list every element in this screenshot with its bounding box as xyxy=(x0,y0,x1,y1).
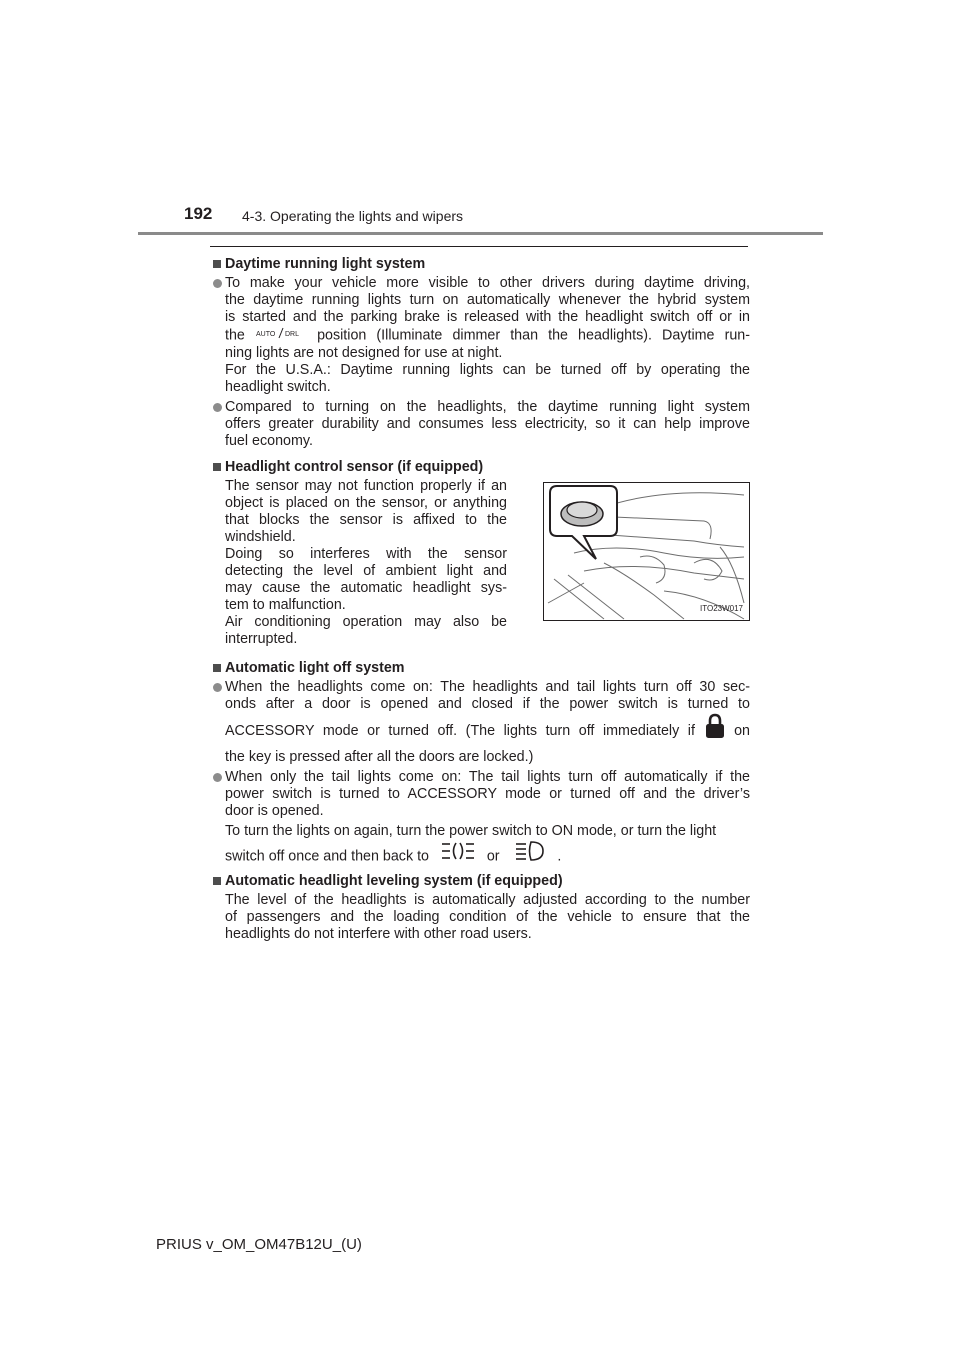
text-line: the daytime running lights turn on automatically whenever the hybrid system xyxy=(225,292,750,308)
text-line: To turn the lights on again, turn the power switch to ON mode, or turn the light xyxy=(225,823,717,839)
text-line: windshield. xyxy=(225,529,296,545)
text-fragment: switch off once and then back to xyxy=(225,848,429,865)
text-fragment: or xyxy=(486,848,500,865)
auto-drl-icon xyxy=(255,326,307,345)
text-line: the key is pressed after all the doors are locked.) xyxy=(225,749,534,765)
auto-off-note xyxy=(212,823,750,873)
sensor-heading: Headlight control sensor (if equipped) xyxy=(212,459,750,476)
lock-icon xyxy=(704,713,726,749)
footer-model-code: PRIUS v_OM_OM47B12U_(U) xyxy=(156,1236,362,1253)
text-fragment: ACCESSORY mode or turned off. (The lights turn off immediately if xyxy=(225,722,695,739)
sensor-illustration xyxy=(543,482,750,621)
text-line: The sensor may not function properly if an xyxy=(225,478,507,494)
text-line: interrupted. xyxy=(225,631,298,647)
text-line: headlight switch. xyxy=(225,379,331,395)
sensor-text xyxy=(212,478,507,648)
text-line xyxy=(225,840,750,873)
text-fragment: . xyxy=(557,848,562,865)
text-line: Compared to turning on the headlights, the daytime running light system xyxy=(225,399,750,415)
leveling-heading: Automatic headlight leveling system (if equipped) xyxy=(212,873,750,890)
text-line: door is opened. xyxy=(225,803,324,819)
leveling-text xyxy=(212,892,750,943)
page-number: 192 xyxy=(184,204,213,223)
text-line: onds after a door is opened and closed if the power switch is turned to xyxy=(225,696,750,712)
section-title: 4-3. Operating the lights and wipers xyxy=(242,208,464,224)
figure-code: ITO23W017 xyxy=(700,604,743,613)
text-fragment: the xyxy=(225,327,245,344)
text-fragment: position (Illuminate dimmer than the headlights). Daytime run- xyxy=(317,327,750,344)
drl-bullet-2 xyxy=(212,399,750,450)
text-line: may cause the automatic headlight sys- xyxy=(225,580,507,596)
sensor-section xyxy=(212,478,750,648)
text-line: of passengers and the loading condition of the vehicle to ensure that the xyxy=(225,909,750,925)
header-rule xyxy=(138,232,823,235)
text-line: headlights do not interfere with other road users. xyxy=(225,926,532,942)
text-line: detecting the level of ambient light and xyxy=(225,563,507,579)
text-line: object is placed on the sensor, or anything xyxy=(225,495,507,511)
text-line xyxy=(225,326,750,345)
text-line: power switch is turned to ACCESSORY mode or turned off and the driver’s xyxy=(225,786,750,802)
text-line: offers greater durability and consumes less electricity, so it can help improve xyxy=(225,416,750,432)
text-line: fuel economy. xyxy=(225,433,313,449)
text-line: is started and the parking brake is released with the headlight switch off or in xyxy=(225,309,750,325)
text-fragment: on xyxy=(734,722,750,739)
text-line: tem to malfunction. xyxy=(225,597,346,613)
text-line: Doing so interferes with the sensor xyxy=(225,546,507,562)
text-line: that blocks the sensor is affixed to the xyxy=(225,512,507,528)
page-content xyxy=(212,256,750,943)
drl-heading: Daytime running light system xyxy=(212,256,750,273)
text-line: ning lights are not designed for use at night. xyxy=(225,345,503,361)
auto-label: AUTO xyxy=(255,331,276,338)
auto-off-bullet-2 xyxy=(212,769,750,820)
text-line: To make your vehicle more visible to other drivers during daytime driving, xyxy=(225,275,750,291)
text-line xyxy=(225,713,750,749)
text-line: The level of the headlights is automatically adjusted according to the number xyxy=(225,892,750,908)
content-rule xyxy=(210,246,748,247)
text-line: When only the tail lights come on: The tail lights turn off automatically if the xyxy=(225,769,750,785)
auto-off-bullet-1 xyxy=(212,679,750,766)
headlight-icon xyxy=(515,840,545,873)
text-line: When the headlights come on: The headlights and tail lights turn off 30 sec- xyxy=(225,679,750,695)
tail-light-icon xyxy=(441,840,475,873)
auto-off-heading: Automatic light off system xyxy=(212,660,750,677)
drl-label: DRL xyxy=(284,331,299,338)
text-line: For the U.S.A.: Daytime running lights can be turned off by operating the xyxy=(225,362,750,378)
drl-bullet-1 xyxy=(212,275,750,396)
text-line: Air conditioning operation may also be xyxy=(225,614,507,630)
